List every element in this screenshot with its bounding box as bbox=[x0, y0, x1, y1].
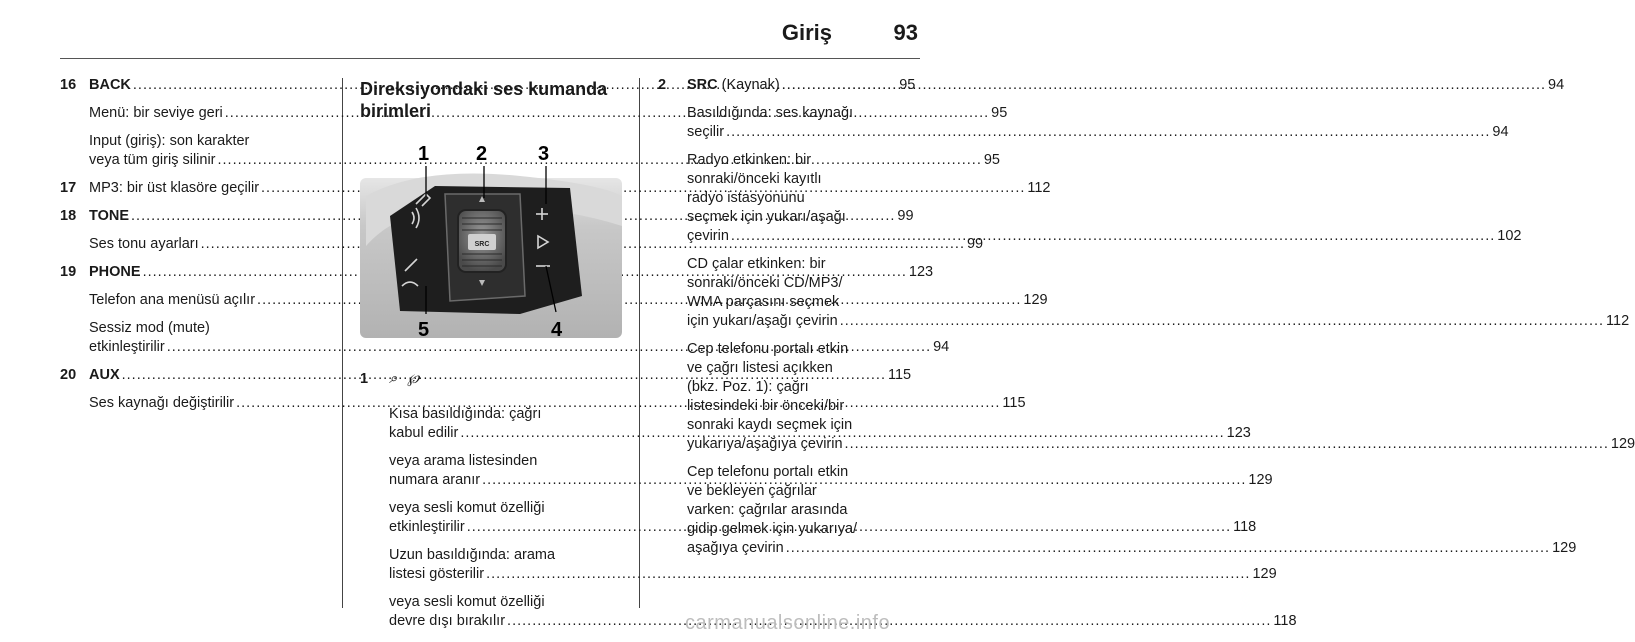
toc-subentry: Sessiz mod (mute) etkinleştirilir ..... 94 bbox=[89, 319, 325, 357]
steering-wheel-controls-diagram bbox=[360, 136, 622, 351]
description-entry: Uzun basıldığında: arama listesi gösterilir ..... 129 bbox=[389, 546, 623, 584]
description-entry: veya sesli komut özelliği devre dışı bırakılır ..... 118 bbox=[389, 593, 623, 631]
description-entry: veya arama listesinden numara aranır ..... 129 bbox=[389, 452, 623, 490]
description-entry: Cep telefonu portalı etkin ve çağrı listesi açıkken (bkz. Poz. 1): çağrı listesindeki bir önceki/bir sonraki kaydı seçmek için yukarıya/aşağıya çevirin ..... 129 bbox=[687, 340, 920, 454]
toc-entry-16: 16 BACK ..... 95 bbox=[60, 76, 325, 95]
toc-subentry: Ses kaynağı değiştirilir ..... 115 bbox=[89, 394, 325, 413]
toc-subentry: Telefon ana menüsü açılır ..... 129 bbox=[89, 291, 325, 310]
item-1: 1 ⌕ ℘ bbox=[360, 370, 423, 387]
toc-subentry: Menü: bir seviye geri ..... 95 bbox=[89, 104, 325, 123]
description-entry: Kısa basıldığında: çağrı kabul edilir ..... 123 bbox=[389, 405, 623, 443]
watermark: carmanualsonline.info bbox=[685, 612, 891, 634]
steering-wheel-photo bbox=[360, 136, 622, 351]
page-header-title: Giriş bbox=[781, 20, 832, 45]
callout-2: 2 bbox=[476, 143, 488, 165]
description-entry: Cep telefonu portalı etkin ve bekleyen çağrılar varken: çağrılar arasında gidip gelmek için yukarıya/ aşağıya çevirin ..... 129 bbox=[687, 463, 920, 558]
description-entry: veya sesli komut özelliği etkinleştirilir ..... 118 bbox=[389, 499, 623, 537]
callout-1: 1 bbox=[418, 143, 430, 165]
toc-entry-18: 18 TONE ..... 99 bbox=[60, 207, 325, 226]
phone-voice-symbols-icon: ⌕ ℘ bbox=[389, 370, 423, 387]
callout-5: 5 bbox=[418, 319, 430, 341]
item-2: 2 SRC (Kaynak) ..... 94 bbox=[658, 76, 920, 95]
src-button-label: SRC bbox=[474, 241, 490, 248]
toc-entry-19: 19 PHONE ..... 123 bbox=[60, 263, 325, 282]
toc-subentry: Ses tonu ayarları ..... 99 bbox=[89, 235, 325, 254]
callout-3: 3 bbox=[538, 143, 550, 165]
section-heading: Direksiyondaki ses kumanda birimleri bbox=[360, 79, 608, 121]
description-entry: CD çalar etkinken: bir sonraki/önceki CD/MP3/ WMA parçasını seçmek için yukarı/aşağı çevirin ..... 112 bbox=[687, 255, 920, 331]
header-rule bbox=[60, 58, 920, 59]
toc-entry-20: 20 AUX ..... 115 bbox=[60, 366, 325, 385]
toc-entry-17: 17 MP3: bir üst klasöre geçilir ..... 112 bbox=[60, 179, 325, 198]
toc-subentry: Input (giriş): son karakter veya tüm giriş silinir ..... 95 bbox=[89, 132, 325, 170]
page-number: 93 bbox=[893, 20, 918, 45]
description-entry: Basıldığında: ses kaynağı seçilir ..... 94 bbox=[687, 104, 920, 142]
description-entry: Radyo etkinken: bir sonraki/önceki kayıtlı radyo istasyonunu seçmek için yukarı/aşağı çevirin ..... 102 bbox=[687, 151, 920, 246]
callout-4: 4 bbox=[551, 319, 563, 341]
